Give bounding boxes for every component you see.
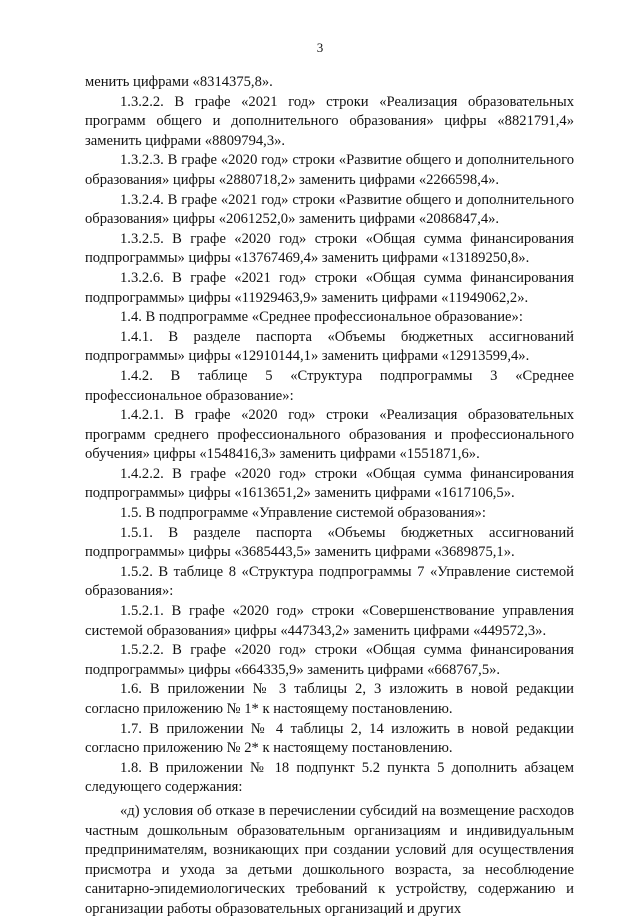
paragraph: «д) условия об отказе в перечислении субсидий на возмещение расходов частным дошкольным образовательным организациям и индивидуальным предпринимателям, возникающих при создании условий для осуществления присмотра и ухода за детьми дошкольного возраста, за несоблюдение санитарно-эпидемиологических требований к устройству, содержанию и организации работы образовательных организаций и других: [85, 802, 574, 917]
paragraph: 1.4.1. В разделе паспорта «Объемы бюджетных ассигнований подпрограммы» цифры «12910144,1» заменить цифрами «12913599,4».: [85, 328, 574, 365]
paragraph: 1.4.2.2. В графе «2020 год» строки «Общая сумма финансирования подпрограммы» цифры «1613651,2» заменить цифрами «1617106,5».: [85, 465, 574, 502]
paragraph: 1.3.2.5. В графе «2020 год» строки «Общая сумма финансирования подпрограммы» цифры «13767469,4» заменить цифрами «13189250,8».: [85, 230, 574, 267]
paragraph: 1.5.2.1. В графе «2020 год» строки «Совершенствование управления системой образования» цифры «447343,2» заменить цифрами «449572,3».: [85, 603, 574, 639]
paragraph: менить цифрами «8314375,8».: [85, 74, 273, 90]
paragraph: 1.3.2.6. В графе «2021 год» строки «Общая сумма финансирования подпрограммы» цифры «11929463,9» заменить цифрами «11949062,2».: [85, 269, 574, 306]
paragraph: 1.8. В приложении № 18 подпункт 5.2 пункта 5 дополнить абзацем следующего содержания:: [85, 759, 574, 796]
paragraph: 1.7. В приложении № 4 таблицы 2, 14 изложить в новой редакции согласно приложению № 2* к настоящему постановлению.: [85, 720, 574, 757]
paragraph: 1.5.1. В разделе паспорта «Объемы бюджетных ассигнований подпрограммы» цифры «3685443,5» заменить цифрами «3689875,1».: [85, 524, 574, 561]
paragraph: 1.3.2.4. В графе «2021 год» строки «Развитие общего и дополнительного образования» цифры «2061252,0» заменить цифрами «2086847,4».: [85, 191, 574, 228]
paragraph: 1.4. В подпрограмме «Среднее профессиональное образование»:: [120, 309, 523, 326]
paragraph: 1.4.2. В таблице 5 «Структура подпрограммы 3 «Среднее профессиональное образование»:: [85, 367, 574, 404]
paragraph: 1.6. В приложении № 3 таблицы 2, 3 изложить в новой редакции согласно приложению № 1* к настоящему постановлению.: [85, 681, 574, 717]
page-number: 3: [316, 40, 324, 55]
paragraph: 1.3.2.3. В графе «2020 год» строки «Развитие общего и дополнительного образования» цифры «2880718,2» заменить цифрами «2266598,4».: [85, 152, 574, 188]
paragraph: 1.5.2.2. В графе «2020 год» строки «Общая сумма финансирования подпрограммы» цифры «664335,9» заменить цифрами «668767,5».: [85, 642, 574, 678]
document-body: [85, 73, 574, 920]
paragraph: 1.5.2. В таблице 8 «Структура подпрограммы 7 «Управление системой образования»:: [85, 563, 574, 600]
paragraph: 1.4.2.1. В графе «2020 год» строки «Реализация образовательных программ среднего профессионального образования и профессионального обучения» цифры «1548416,3» заменить цифрами «1551871,6».: [85, 407, 574, 463]
paragraph: 1.5. В подпрограмме «Управление системой образования»:: [120, 505, 486, 522]
paragraph: 1.3.2.2. В графе «2021 год» строки «Реализация образовательных программ общего и дополнительного образования» цифры «8821791,4» заменить цифрами «8809794,3».: [85, 93, 574, 149]
